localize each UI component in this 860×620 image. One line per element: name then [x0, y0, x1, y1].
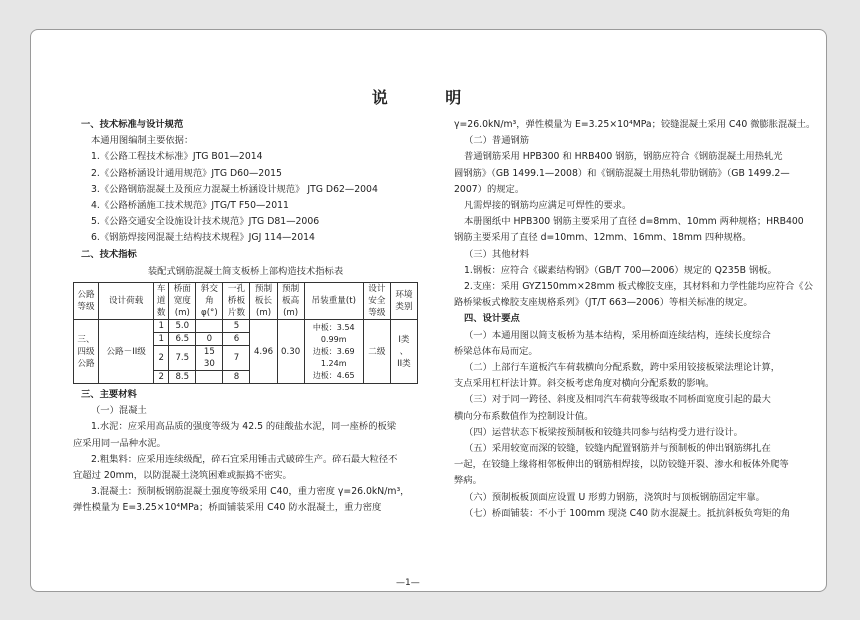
env-line: II类 — [397, 358, 411, 369]
table-cell-angle: 0 — [196, 333, 223, 346]
paragraph: 宜超过 20mm，以防混凝土浇筑困难或振捣不密实。 — [73, 470, 292, 482]
table-header: 车道数 — [154, 283, 169, 320]
paragraph-line: 桥梁总体布局而定。 — [454, 345, 538, 357]
paragraph: 2.粗集料：应采用连续级配，碎石宜采用锤击式破碎生产。碎石最大粒径不 — [91, 453, 398, 465]
table-cell-lanes: 1 — [154, 320, 169, 333]
table-cell-load: 公路－II级 — [99, 320, 154, 384]
table-cell-angle — [196, 320, 223, 333]
weight-line: 边板：3.69 — [312, 346, 355, 356]
spec-table — [73, 282, 418, 384]
table-header: 环境类别 — [390, 283, 417, 320]
paragraph-line: （二）普通钢筋 — [464, 135, 530, 147]
paragraph: 3.混凝土：预制板钢筋混凝土强度等级采用 C40，重力密度 γ=26.0kN/m³， — [91, 486, 410, 498]
paragraph: 弹性模量为 E=3.25×10⁴MPa；桥面铺装采用 C40 防水混凝土，重力密度 — [73, 502, 382, 514]
table-row — [74, 320, 418, 333]
page-number: —1— — [396, 578, 420, 588]
table-cell-angle — [196, 346, 223, 371]
table-cell-lanes: 2 — [154, 346, 169, 371]
paragraph-line: （七）桥面铺装：不小于 100mm 现浇 C40 防水混凝土。抵抗斜板负弯矩的角 — [464, 507, 791, 519]
table-cell-length: 4.96 — [250, 320, 277, 384]
paragraph: 1.水泥：应采用高品质的强度等级为 42.5 的硅酸盐水泥，同一座桥的板梁 — [91, 421, 397, 433]
paragraph-line: （三）其他材料 — [464, 248, 530, 260]
standard-item: 6.《钢筋焊接网混凝土结构技术规程》JGJ 114—2014 — [91, 232, 315, 244]
section-heading: 一、技术标准与设计规范 — [81, 119, 184, 130]
table-cell-weight — [304, 320, 363, 384]
paragraph: 应采用同一品种水泥。 — [73, 437, 166, 449]
weight-line: 1.24m — [320, 358, 347, 368]
table-cell-height: 0.30 — [277, 320, 304, 384]
right-column — [446, 117, 816, 522]
section-heading: 四、设计要点 — [464, 313, 520, 325]
paragraph-line: 一起，在铰缝上缘将相邻板伸出的钢筋相焊接，以防铰缝开裂、渗水和板体外爬等 — [454, 459, 789, 471]
weight-line: 中板：3.54 — [312, 322, 355, 332]
paragraph-line: （五）采用较宽而深的铰缝，铰缝内配置钢筋并与预制板的伸出钢筋绑扎在 — [464, 443, 771, 455]
table-cell-angle — [196, 371, 223, 384]
env-line: I类 — [398, 334, 410, 345]
paragraph-line: 凡需焊接的钢筋均应满足可焊性的要求。 — [464, 200, 632, 212]
table-cell-env — [390, 320, 417, 384]
paragraph-line: （一）本通用图以简支板桥为基本结构，采用桥面连续结构，连续长度综合 — [464, 329, 771, 341]
table-cell-lanes: 1 — [154, 333, 169, 346]
table-cell-width: 5.0 — [169, 320, 196, 333]
standard-item: 3.《公路钢筋混凝土及预应力混凝土桥涵设计规范》 JTG D62—2004 — [91, 183, 378, 195]
table-cell-count: 5 — [223, 320, 250, 333]
angle-line: 30 — [203, 359, 215, 370]
weight-line: 边板：4.65 — [312, 370, 355, 380]
table-cell-count: 7 — [223, 346, 250, 371]
table-cell-count: 6 — [223, 333, 250, 346]
table-cell-count: 8 — [223, 371, 250, 384]
standard-item: 2.《公路桥涵设计通用规范》JTG D60—2015 — [91, 167, 282, 179]
paragraph-line: 圆钢筋》（GB 1499.1—2008）和《钢筋混凝土用热轧带肋钢筋》（GB 1499.2— — [454, 167, 790, 179]
paragraph-line: 路桥梁板式橡胶支座规格系列》（JT/T 663—2006）等相关标准的规定。 — [454, 297, 753, 309]
paragraph-line: 弊病。 — [454, 475, 482, 487]
table-header: 设计荷载 — [99, 283, 154, 320]
paragraph-line: γ=26.0kN/m³，弹性模量为 E=3.25×10⁴MPa；铰缝混凝土采用 C40 微膨胀混凝土。 — [454, 119, 816, 130]
paragraph-line: （三）对于同一跨径、斜度及相同汽车荷载等级取不同桥面宽度引起的最大 — [464, 394, 771, 406]
paragraph-line: 1.钢板：应符合《碳素结构钢》（GB/T 700—2006）规定的 Q235B 钢板。 — [464, 264, 777, 276]
section-heading: 三、主要材料 — [81, 389, 137, 401]
table-header: 桥面宽度(m) — [169, 283, 196, 320]
paragraph-line: 普通钢筋采用 HPB300 和 HRB400 钢筋，钢筋应符合《钢筋混凝土用热轧光 — [464, 151, 783, 163]
paragraph-line: 2.支座：采用 GYZ150mm×28mm 板式橡胶支座，其材料和力学性能均应符合《公 — [464, 281, 813, 293]
table-header: 预制板长(m) — [250, 283, 277, 320]
paragraph-line: 2007）的规定。 — [454, 183, 525, 195]
table-header: 吊装重量(t) — [304, 283, 363, 320]
weight-line: 0.99m — [320, 334, 347, 344]
table-cell-width: 7.5 — [169, 346, 196, 371]
paragraph-line: 钢筋主要采用了直径 d=10mm、12mm、16mm、18mm 四种规格。 — [454, 232, 752, 244]
paragraph-line: 横向分布系数值作为控制设计值。 — [454, 410, 594, 422]
subsection-heading: （一）混凝土 — [91, 405, 147, 417]
table-header: 预制板高(m) — [277, 283, 304, 320]
table-header: 公路等级 — [74, 283, 99, 320]
table-cell-width: 6.5 — [169, 333, 196, 346]
page-title: 说 明 — [371, 88, 488, 107]
table-cell-lanes: 2 — [154, 371, 169, 384]
document-page — [30, 29, 827, 592]
env-line: 、 — [399, 346, 409, 357]
paragraph-line: （二）上部行车道板汽车荷载横向分配系数，跨中采用铰接板梁法理论计算， — [464, 362, 781, 374]
table-caption: 装配式钢筋混凝土简支板桥上部构造技术指标表 — [147, 265, 344, 277]
left-column — [73, 117, 418, 517]
paragraph: 本通用图编制主要依据： — [91, 135, 194, 147]
standard-item: 4.《公路桥涵施工技术规范》JTG/T F50—2011 — [91, 200, 289, 212]
paragraph-line: 支点采用杠杆法计算。斜交板考虑角度对横向分配系数的影响。 — [454, 378, 715, 390]
section-heading: 二、技术指标 — [81, 248, 137, 260]
paragraph-line: 本册图纸中 HPB300 钢筋主要采用了直径 d=8mm、10mm 两种规格；HRB400 — [464, 216, 804, 228]
table-header: 设计安全等级 — [363, 283, 390, 320]
table-header-row — [74, 283, 418, 320]
table-header: 一孔桥板片数 — [223, 283, 250, 320]
table-cell-width: 8.5 — [169, 371, 196, 384]
paragraph-line: （四）运营状态下板梁按预制板和铰缝共同参与结构受力进行设计。 — [464, 426, 743, 438]
table-cell-grade: 三、四级公路 — [74, 320, 99, 384]
table-header: 斜交角φ(°) — [196, 283, 223, 320]
standard-item: 1.《公路工程技术标准》JTG B01—2014 — [91, 151, 263, 163]
standard-item: 5.《公路交通安全设施设计技术规范》JTG D81—2006 — [91, 216, 320, 228]
paragraph-line: （六）预制板板顶面应设置 U 形剪力钢筋，浇筑时与顶板钢筋固定牢靠。 — [464, 491, 765, 503]
table-cell-safety: 二级 — [363, 320, 390, 384]
angle-line: 15 — [203, 347, 215, 358]
